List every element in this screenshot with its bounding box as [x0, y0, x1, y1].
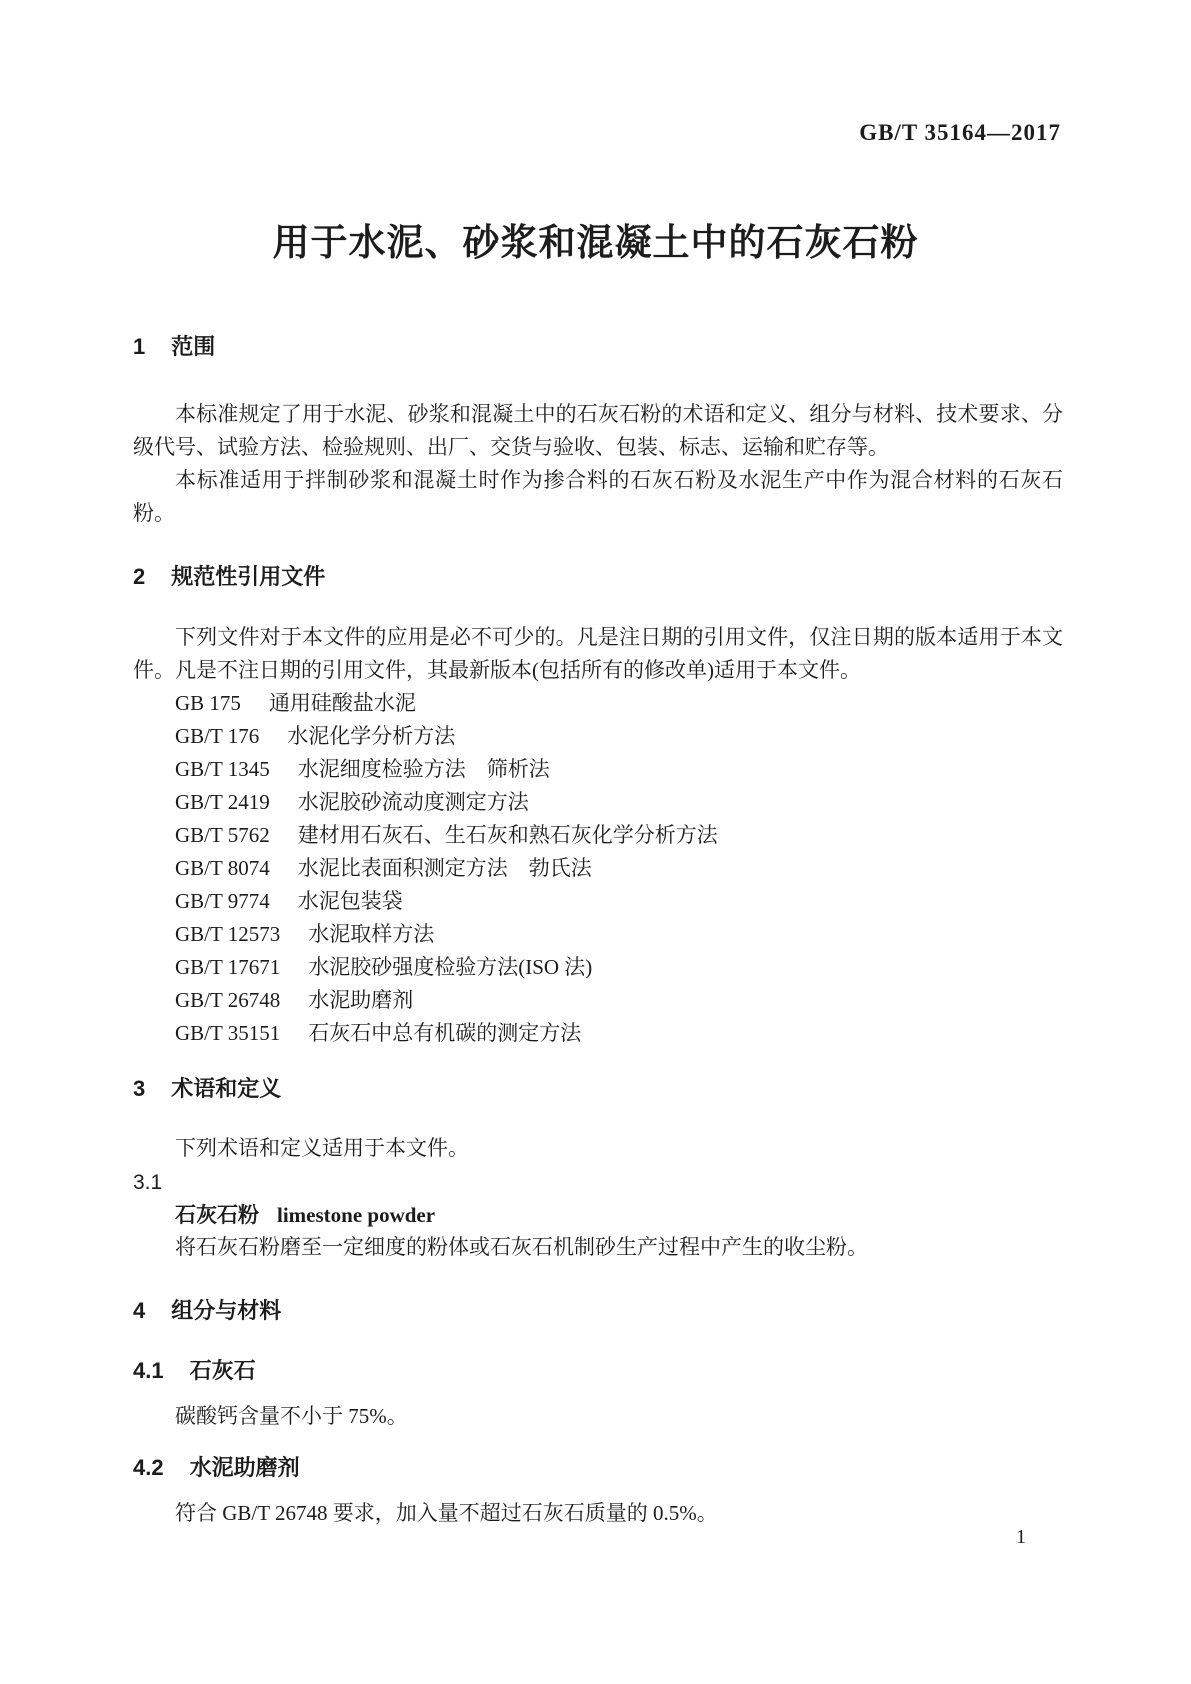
document-title: 用于水泥、砂浆和混凝土中的石灰石粉: [272, 222, 919, 263]
section-title: 水泥助磨剂: [189, 1455, 300, 1480]
section-1-heading: [133, 330, 1063, 363]
reference-code: GB/T 2419: [175, 790, 270, 814]
reference-title: 水泥比表面积测定方法 勃氏法: [297, 856, 592, 880]
reference-title: 水泥胶砂流动度测定方法: [297, 790, 529, 814]
reference-title: 水泥包装袋: [297, 889, 403, 913]
reference-item: [133, 819, 1063, 852]
scope-paragraph-2: 本标准适用于拌制砂浆和混凝土时作为掺合料的石灰石粉及水泥生产中作为混合材料的石灰石粉。: [133, 468, 1063, 525]
section-title: 组分与材料: [171, 1298, 282, 1323]
reference-title: 水泥细度检验方法 筛析法: [297, 757, 550, 781]
section-title: 石灰石: [189, 1358, 256, 1383]
section-number: 3: [133, 1076, 146, 1101]
reference-title: 通用硅酸盐水泥: [268, 691, 416, 715]
reference-item: [133, 918, 1063, 951]
section-4-2-heading: [133, 1451, 1063, 1484]
scope-paragraphs: [133, 398, 1063, 530]
section-number: 4.2: [133, 1455, 164, 1480]
reference-title: 石灰石中总有机碳的测定方法: [308, 1021, 582, 1045]
reference-item: [133, 852, 1063, 885]
terms-intro: 下列术语和定义适用于本文件。: [175, 1136, 469, 1160]
limestone-requirement: 碳酸钙含量不小于 75%。: [175, 1404, 408, 1428]
reference-code: GB/T 17671: [175, 955, 281, 979]
section-2-heading: [133, 560, 1063, 593]
section-4-heading: [133, 1294, 1063, 1327]
reference-item: [133, 786, 1063, 819]
reference-item: [133, 951, 1063, 984]
reference-code: GB/T 176: [175, 724, 260, 748]
term-chinese: 石灰石粉: [175, 1204, 259, 1227]
page-number: 1: [1016, 1526, 1026, 1548]
grinding-aid-requirement: 符合 GB/T 26748 要求，加入量不超过石灰石质量的 0.5%。: [175, 1501, 718, 1525]
reference-code: GB 175: [175, 691, 241, 715]
term-clause-number: 3.1: [133, 1171, 163, 1194]
term-english: limestone powder: [277, 1203, 436, 1227]
section-4-1-heading: [133, 1354, 1063, 1387]
term-definition: 将石灰石粉磨至一定细度的粉体或石灰石机制砂生产过程中产生的收尘粉。: [175, 1235, 868, 1259]
scope-paragraph-1: 本标准规定了用于水泥、砂浆和混凝土中的石灰石粉的术语和定义、组分与材料、技术要求、分级代号、试验方法、检验规则、出厂、交货与验收、包装、标志、运输和贮存等。: [133, 402, 1063, 459]
reference-title: 水泥化学分析方法: [287, 724, 456, 748]
reference-title: 水泥胶砂强度检验方法(ISO 法): [308, 955, 593, 979]
references-intro: 下列文件对于本文件的应用是必不可少的。凡是注日期的引用文件，仅注日期的版本适用于本文件。凡是不注日期的引用文件，其最新版本(包括所有的修改单)适用于本文件。: [133, 625, 1063, 682]
reference-item: [133, 720, 1063, 753]
section-number: 4.1: [133, 1358, 164, 1383]
reference-code: GB/T 9774: [175, 889, 270, 913]
reference-title: 建材用石灰石、生石灰和熟石灰化学分析方法: [297, 823, 718, 847]
reference-item: [133, 1017, 1063, 1050]
reference-item: [133, 753, 1063, 786]
reference-title: 水泥取样方法: [308, 922, 435, 946]
reference-list: [133, 687, 1063, 1050]
reference-code: GB/T 5762: [175, 823, 270, 847]
standard-code: GB/T 35164—2017: [859, 120, 1061, 145]
reference-code: GB/T 26748: [175, 988, 281, 1012]
section-title: 范围: [171, 334, 216, 359]
reference-code: GB/T 12573: [175, 922, 281, 946]
section-number: 4: [133, 1298, 146, 1323]
reference-title: 水泥助磨剂: [308, 988, 414, 1012]
reference-item: [133, 687, 1063, 720]
section-title: 规范性引用文件: [171, 564, 326, 589]
section-number: 1: [133, 334, 146, 359]
section-3-heading: [133, 1072, 1063, 1105]
term-entry: [133, 1199, 1105, 1232]
reference-item: [133, 885, 1063, 918]
section-number: 2: [133, 564, 146, 589]
reference-code: GB/T 35151: [175, 1021, 281, 1045]
reference-code: GB/T 8074: [175, 856, 270, 880]
reference-item: [133, 984, 1063, 1017]
section-title: 术语和定义: [171, 1076, 282, 1101]
reference-code: GB/T 1345: [175, 757, 270, 781]
